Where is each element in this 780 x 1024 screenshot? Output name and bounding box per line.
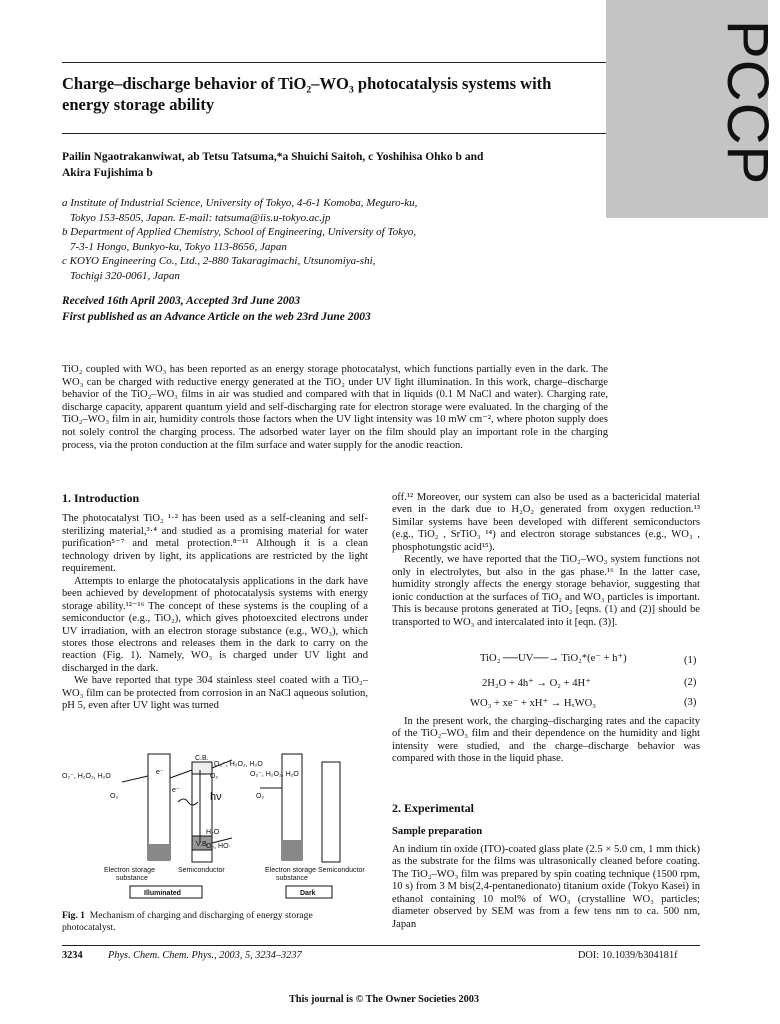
semiconductor-bar-dark — [322, 762, 340, 862]
authors-line-2: Akira Fujishima b — [62, 167, 153, 179]
equation-number: (1) — [684, 655, 697, 666]
equation-1: TiO₂ ──UV──→ TiO₂*(e⁻ + h⁺) — [480, 653, 627, 664]
title-rule — [62, 133, 606, 134]
conduction-band — [192, 762, 212, 774]
equation-3: WO₃ + xe⁻ + xH⁺ → HₓWO₃ — [470, 698, 596, 709]
affiliations — [62, 196, 582, 283]
figure-caption — [62, 910, 368, 933]
affiliation-line: Tochigi 320-0061, Japan — [70, 269, 180, 282]
equation-2: 2H₂O + 4h⁺ → O₂ + 4H⁺ — [482, 678, 591, 689]
electron-arrow — [170, 770, 192, 778]
top-rule — [62, 62, 606, 63]
fig-label: Semiconductor — [178, 867, 225, 874]
intro-paragraph-3: We have reported that type 304 stainless steel coated with a TiO₂–WO₃ film can be protected from corrosion in an NaCl aqueous solution, pH 5, even after UV light was turned — [62, 675, 368, 712]
intro-paragraph-1: The photocatalyst TiO₂ ¹·² has been used as a self-cleaning and self-sterilizing material,³·⁴ and studied as a promising material for water purification⁵⁻⁷ and metal protection.⁸⁻¹¹ Although it is a clean technology driven by light, its applications are restricted by the light requirement. — [62, 513, 368, 575]
fig-label: O₂ — [110, 793, 119, 800]
published-date: First published as an Advance Article on the web 23rd June 2003 — [62, 311, 371, 323]
fig-label: Semiconductor — [318, 867, 365, 874]
authors — [62, 149, 582, 181]
figure-1 — [60, 748, 372, 902]
caption-text: Mechanism of charging and discharging of energy storage photocatalyst. — [62, 910, 313, 933]
subsection-heading: Sample preparation — [392, 826, 483, 837]
fig-label: e⁻ — [172, 787, 180, 794]
doi: DOI: 10.1039/b304181f — [578, 950, 678, 961]
fig-label: substance — [116, 875, 148, 882]
fig-label: e⁻ — [156, 769, 164, 776]
citation: Phys. Chem. Chem. Phys., 2003, 5, 3234–3237 — [108, 950, 302, 961]
journal-mark: PCCP — [715, 20, 780, 186]
right-paragraph-3: In the present work, the charging–discharging rates and the capacity of the TiO₂–WO₃ film and their dependence on the humidity and light intensity were studied, and the charge–discharge behavior was compared with those in the liquid phase. — [392, 716, 700, 765]
fig-label: O₂⁻, H₂O₂, H₂O — [250, 771, 299, 778]
fig-label: C.B. — [195, 755, 209, 762]
fig-label: O₂⁻, H₂O₂, H₂O — [214, 761, 263, 768]
fig-label: H₂O — [206, 829, 220, 836]
received-date: Received 16th April 2003, Accepted 3rd June 2003 — [62, 295, 301, 307]
footer-rule — [62, 945, 700, 946]
photon-wave — [178, 799, 198, 805]
fig-label: Illuminated — [144, 890, 181, 897]
fig-label: O₂⁻, H₂O₂, H₂O — [62, 773, 111, 780]
caption-label: Fig. 1 — [62, 910, 85, 921]
right-column-experimental — [392, 844, 700, 931]
affiliation-line: 7-3-1 Hongo, Bunkyo-ku, Tokyo 113-8656, Japan — [70, 240, 287, 253]
fig-label: substance — [276, 875, 308, 882]
right-paragraph-1: off.¹² Moreover, our system can also be used as a bactericidal material even in the dark due to H₂O₂ generated from oxygen reduction.¹³ Similar systems have been developed with different semiconductors (e.g., TiO₂ , SrTiO₃ ¹⁴) and electron storage substances (e.g., WO₃ , phosphotungstic acid¹⁵). — [392, 492, 700, 553]
equation-number: (3) — [684, 697, 697, 708]
affiliation-line: Tokyo 153-8505, Japan. E-mail: tatsuma@iis.u-tokyo.ac.jp — [70, 211, 331, 224]
article-title: Charge–discharge behavior of TiO₂–WO₃ photocatalysis systems with energy storage ability — [62, 74, 552, 114]
fig-label: Electron storage — [104, 867, 155, 874]
filled-storage-dark — [282, 840, 302, 860]
right-paragraph-2: Recently, we have reported that the TiO₂–WO₃ system functions not only in electrolytes, but also in the gas phase.¹⁶ In the latter case, humidity strongly affects the energy storage behavior, suggesting that ionic conduction at the surfaces of TiO₂ and WO₃ particles is important. This is because protons generated at TiO₂ [eqns. (1) and (2)] should be transported to WO₃ and intercalated into it [eqn. (3)]. — [392, 554, 700, 628]
fig-label: O₂ — [256, 793, 265, 800]
fig-label: V.B. — [196, 841, 209, 848]
intro-paragraph-2: Attempts to enlarge the photocatalysis applications in the dark have been achieved by development of photocatalysis systems with energy storage ability.¹²⁻¹⁶ The concept of these systems is the coupling of a semiconductor (e.g., TiO₂), which gives photoexcited electrons under UV irradiation, with an electron storage substance (e.g., WO₃), which stores those electrons and releases them in the dark to carry on the reaction (Fig. 1). Namely, WO₃ is charged under UV light and discharged in the dark. — [62, 575, 368, 674]
right-column-lower — [392, 716, 700, 766]
right-column — [392, 492, 700, 629]
page-number: 3234 — [62, 950, 83, 961]
right-paragraph-4: An indium tin oxide (ITO)-coated glass plate (2.5 × 5.0 cm, 1 mm thick) as the substrate for the films was ultrasonically cleaned before coating. The TiO₂–WO₃ film was prepared by spin coating technique (1500 rpm, 10 s) from 3 M bis(2,4-pentanedionato) titanium oxide (Tokyo Kasei) in ethanol containing 10 mol% of WO₃ (crystalline WO₃ particles; diameter observed by SEM was from a few tens nm to ca. 500 nm, Japan — [392, 844, 700, 930]
fig-label: O₂ — [210, 773, 219, 780]
fig-label: Electron storage — [265, 867, 316, 874]
affiliation-line: a Institute of Industrial Science, University of Tokyo, 4-6-1 Komoba, Meguro-ku, — [62, 197, 418, 209]
fig-label: hν — [210, 791, 222, 803]
fig-label: O₂, HO· — [206, 843, 231, 850]
abstract: TiO₂ coupled with WO₃ has been reported as an energy storage photocatalyst, which functions partially even in the dark. The WO₃ can be charged with reductive energy generated at the TiO₂ under UV light illumination. In this work, charge–discharge behavior of the TiO₂–WO₃ films in air was studied and compared with that in liquids (0.1 M NaCl and water). Charging rate, discharge capacity, apparent quantum yield and self-discharging rate for electron storage were evaluated. In the charging of the TiO₂–WO₃ film in air, humidity controls those factors when the UV light intensity was 10 mW cm⁻², where photon supply does not solely control the charging process. The adsorbed water layer on the film should play an important role in the charging process, via the proton conduction at the film surface and water supply for the anodic reaction. — [62, 364, 608, 451]
reduction-arrow — [122, 776, 148, 782]
filled-storage — [148, 844, 170, 860]
section-heading-experimental: 2. Experimental — [392, 801, 474, 815]
affiliation-line: c KOYO Engineering Co., Ltd., 2-880 Takaragimachi, Utsunomiya-shi, — [62, 255, 376, 267]
fig-label: Dark — [300, 890, 316, 897]
dates — [62, 293, 582, 325]
left-column — [62, 492, 368, 713]
section-heading-introduction: 1. Introduction — [62, 491, 140, 505]
affiliation-line: b Department of Applied Chemistry, School of Engineering, University of Tokyo, — [62, 226, 417, 238]
equation-number: (2) — [684, 677, 697, 688]
authors-line-1: Pailin Ngaotrakanwiwat, ab Tetsu Tatsuma,*a Shuichi Saitoh, c Yoshihisa Ohko b and — [62, 151, 484, 163]
journal-line: This journal is © The Owner Societies 2003 — [288, 994, 480, 1005]
